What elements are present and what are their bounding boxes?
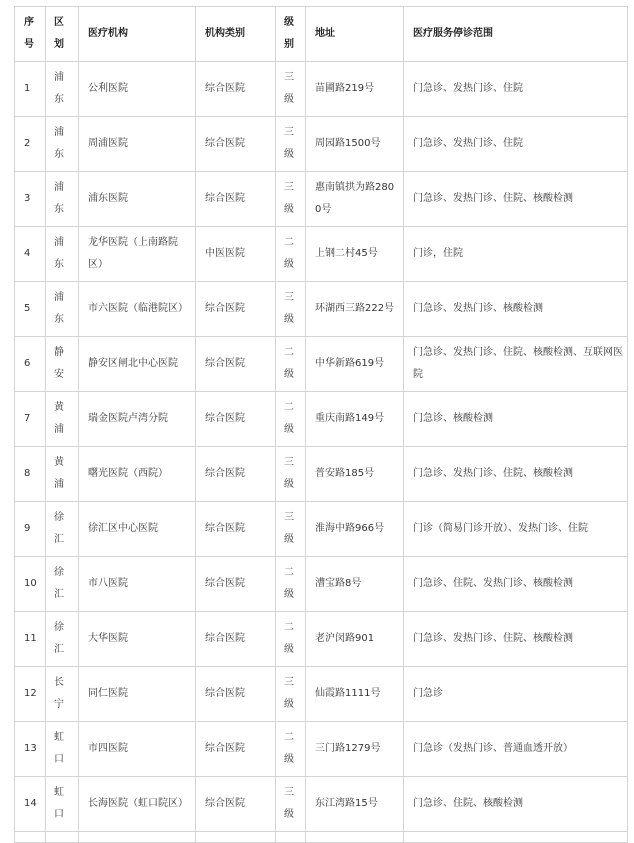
cell-district [46,172,79,227]
header-scope: 医疗服务停诊范围 [404,7,628,62]
table-row [15,722,628,777]
stacked-char: 级 [284,589,294,600]
cell-level [276,667,306,722]
stacked-char: 级 [284,149,294,160]
stacked-char: 汇 [54,589,64,600]
stacked-char: 东 [54,149,64,160]
cell-scope: 门急诊、住院、发热门诊、核酸检测 [404,557,628,612]
table-row [15,502,628,557]
stacked-char: 二 [284,567,294,578]
stacked-char: 三 [284,787,294,798]
table-row [15,447,628,502]
table-row [15,172,628,227]
cell-org: 瑞金医院卢湾分院 [79,392,196,447]
cell-scope: 门急诊、发热门诊、住院、核酸检测 [404,612,628,667]
cell-address: 周园路1500号 [306,117,404,172]
cell-scope: 门急诊、发热门诊、住院、核酸检测 [404,447,628,502]
cell-district [46,282,79,337]
cell-type: 综合医院 [196,447,276,502]
cell-district [46,392,79,447]
cell-org: 浦东医院 [79,172,196,227]
cell-scope: 门急诊、发热门诊、住院 [404,62,628,117]
stacked-char: 区 [54,17,64,28]
stacked-char: 浦 [54,237,64,248]
cell-address: 上钢二村45号 [306,227,404,282]
cell-org: 静安区闸北中心医院 [79,337,196,392]
cell-org: 公利医院 [79,62,196,117]
cell-index: 8 [15,447,46,502]
stacked-char: 号 [24,39,34,50]
stacked-char: 级 [284,204,294,215]
cell-level [276,62,306,117]
stacked-char: 二 [284,347,294,358]
cell-type: 综合医院 [196,172,276,227]
cell-address: 普安路185号 [306,447,404,502]
table-row [15,117,628,172]
stacked-char: 宁 [54,699,64,710]
stacked-char: 徐 [54,512,64,523]
cell-address: 苗圃路219号 [306,62,404,117]
stacked-char: 安 [54,369,64,380]
stacked-char: 静 [54,347,64,358]
cell-index: 10 [15,557,46,612]
cell-scope: 门急诊 [404,667,628,722]
stacked-char: 徐 [54,567,64,578]
table-row [15,667,628,722]
header-address: 地址 [306,7,404,62]
stacked-char: 东 [54,314,64,325]
table-row-partial [15,832,628,843]
cell-address: 中华新路619号 [306,337,404,392]
cell-level [276,282,306,337]
cell-district [46,502,79,557]
cell-org: 市八医院 [79,557,196,612]
cell-index: 2 [15,117,46,172]
cell-org: 徐汇区中心医院 [79,502,196,557]
stacked-char: 级 [284,94,294,105]
cell-scope: 门急诊、住院、核酸检测 [404,777,628,832]
cell-empty [46,832,79,843]
cell-org: 龙华医院（上南路院区） [79,227,196,282]
stacked-char: 划 [54,39,64,50]
stacked-char: 黄 [54,457,64,468]
cell-address: 老沪闵路901 [306,612,404,667]
cell-level [276,337,306,392]
cell-type: 综合医院 [196,117,276,172]
stacked-char: 三 [284,127,294,138]
cell-type: 综合医院 [196,337,276,392]
cell-level [276,557,306,612]
stacked-char: 级 [284,699,294,710]
cell-scope: 门急诊、发热门诊、核酸检测 [404,282,628,337]
stacked-char: 浦 [54,182,64,193]
cell-type: 综合医院 [196,667,276,722]
table-row [15,62,628,117]
stacked-char: 口 [54,809,64,820]
cell-type: 综合医院 [196,62,276,117]
cell-address: 重庆南路149号 [306,392,404,447]
cell-district [46,612,79,667]
cell-level [276,612,306,667]
cell-index: 5 [15,282,46,337]
cell-scope: 门急诊、核酸检测 [404,392,628,447]
cell-level [276,777,306,832]
table-row [15,337,628,392]
cell-org: 周浦医院 [79,117,196,172]
cell-address: 环湖西三路222号 [306,282,404,337]
cell-index: 14 [15,777,46,832]
cell-empty [79,832,196,843]
cell-org: 市四医院 [79,722,196,777]
stacked-char: 级 [284,534,294,545]
cell-index: 7 [15,392,46,447]
cell-org: 市六医院（临港院区） [79,282,196,337]
stacked-char: 二 [284,732,294,743]
table-row [15,612,628,667]
cell-address: 东江湾路15号 [306,777,404,832]
stacked-char: 级 [284,259,294,270]
cell-level [276,447,306,502]
stacked-char: 浦 [54,127,64,138]
cell-district [46,722,79,777]
cell-level [276,172,306,227]
table-row [15,392,628,447]
header-org: 医疗机构 [79,7,196,62]
stacked-char: 口 [54,754,64,765]
cell-level [276,722,306,777]
cell-address: 仙霞路1111号 [306,667,404,722]
cell-district [46,117,79,172]
cell-empty [196,832,276,843]
stacked-char: 三 [284,182,294,193]
stacked-char: 别 [284,39,294,50]
cell-index: 13 [15,722,46,777]
cell-scope: 门急诊（发热门诊、普通血透开放） [404,722,628,777]
stacked-char: 东 [54,94,64,105]
cell-address: 三门路1279号 [306,722,404,777]
stacked-char: 浦 [54,72,64,83]
header-district [46,7,79,62]
table-row [15,557,628,612]
stacked-char: 徐 [54,622,64,633]
stacked-char: 级 [284,644,294,655]
cell-district [46,337,79,392]
cell-address: 惠南镇拱为路2800号 [306,172,404,227]
cell-org: 曙光医院（西院） [79,447,196,502]
stacked-char: 级 [284,369,294,380]
cell-empty [404,832,628,843]
stacked-char: 三 [284,292,294,303]
stacked-char: 汇 [54,534,64,545]
cell-index: 3 [15,172,46,227]
stacked-char: 级 [284,314,294,325]
stacked-char: 二 [284,237,294,248]
stacked-char: 黄 [54,402,64,413]
stacked-char: 三 [284,512,294,523]
cell-scope: 门诊，住院 [404,227,628,282]
stacked-char: 二 [284,622,294,633]
cell-type: 综合医院 [196,612,276,667]
stacked-char: 东 [54,259,64,270]
cell-index: 1 [15,62,46,117]
cell-level [276,502,306,557]
cell-index: 11 [15,612,46,667]
stacked-char: 三 [284,72,294,83]
cell-scope: 门诊（简易门诊开放）、发热门诊、住院 [404,502,628,557]
table-row [15,227,628,282]
cell-org: 大华医院 [79,612,196,667]
stacked-char: 序 [24,17,34,28]
cell-empty [276,832,306,843]
cell-address: 淮海中路966号 [306,502,404,557]
stacked-char: 三 [284,677,294,688]
stacked-char: 级 [284,809,294,820]
header-index [15,7,46,62]
cell-district [46,447,79,502]
stacked-char: 级 [284,479,294,490]
hospital-suspension-table [14,6,628,843]
cell-district [46,667,79,722]
stacked-char: 级 [284,754,294,765]
cell-address: 漕宝路8号 [306,557,404,612]
cell-scope: 门急诊、发热门诊、住院、核酸检测 [404,172,628,227]
stacked-char: 虹 [54,787,64,798]
cell-district [46,227,79,282]
stacked-char: 浦 [54,424,64,435]
cell-level [276,392,306,447]
hospital-suspension-table-container [14,6,627,843]
table-row [15,282,628,337]
cell-level [276,117,306,172]
stacked-char: 东 [54,204,64,215]
stacked-char: 汇 [54,644,64,655]
cell-empty [15,832,46,843]
cell-type: 综合医院 [196,392,276,447]
cell-district [46,557,79,612]
cell-empty [306,832,404,843]
cell-type: 综合医院 [196,557,276,612]
cell-type: 综合医院 [196,282,276,337]
stacked-char: 浦 [54,292,64,303]
stacked-char: 长 [54,677,64,688]
stacked-char: 二 [284,402,294,413]
cell-scope: 门急诊、发热门诊、住院、核酸检测、互联网医院 [404,337,628,392]
table-row [15,777,628,832]
cell-index: 9 [15,502,46,557]
cell-org: 长海医院（虹口院区） [79,777,196,832]
cell-district [46,62,79,117]
cell-index: 6 [15,337,46,392]
header-type: 机构类别 [196,7,276,62]
cell-district [46,777,79,832]
cell-type: 综合医院 [196,502,276,557]
table-header-row [15,7,628,62]
cell-level [276,227,306,282]
cell-type: 中医医院 [196,227,276,282]
stacked-char: 虹 [54,732,64,743]
cell-type: 综合医院 [196,722,276,777]
table-body [15,62,628,843]
stacked-char: 级 [284,424,294,435]
header-level [276,7,306,62]
cell-index: 4 [15,227,46,282]
cell-index: 12 [15,667,46,722]
cell-org: 同仁医院 [79,667,196,722]
stacked-char: 浦 [54,479,64,490]
stacked-char: 级 [284,17,294,28]
stacked-char: 三 [284,457,294,468]
cell-type: 综合医院 [196,777,276,832]
cell-scope: 门急诊、发热门诊、住院 [404,117,628,172]
